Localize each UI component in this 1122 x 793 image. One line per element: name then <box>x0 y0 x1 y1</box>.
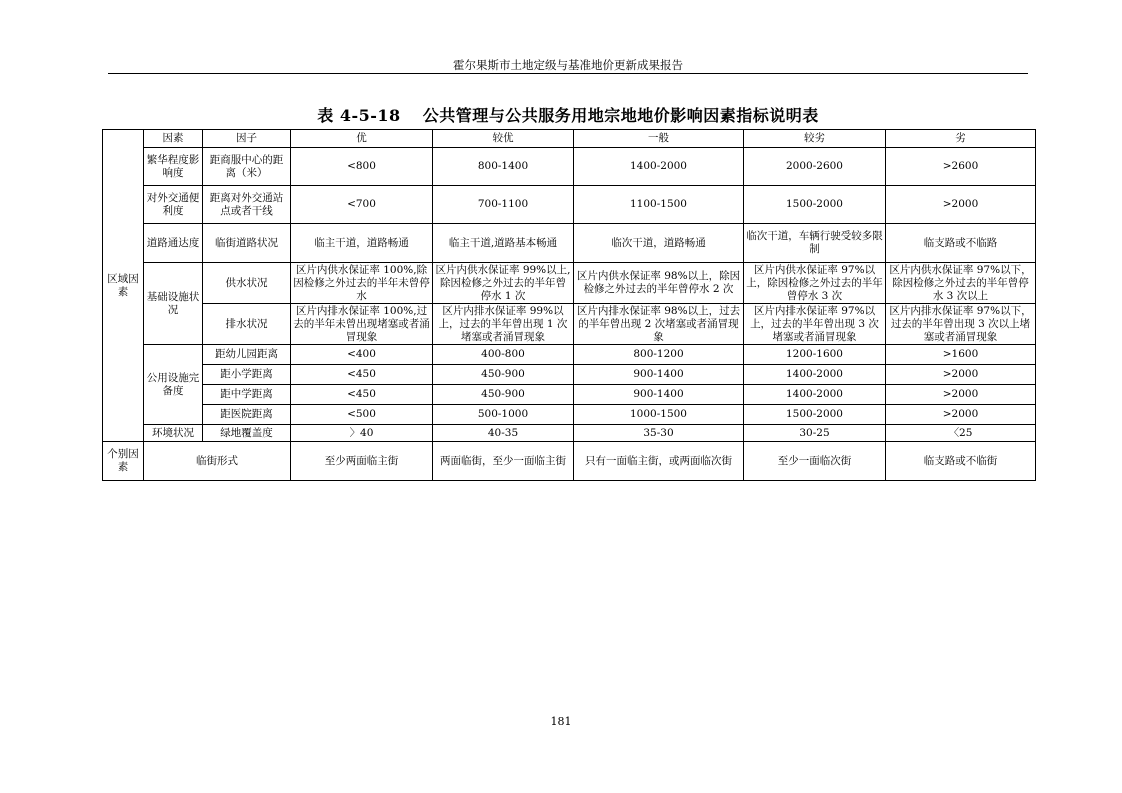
value-cell: 至少两面临主街 <box>291 442 433 481</box>
value-cell: 1000-1500 <box>574 405 744 425</box>
table-row <box>103 365 1036 385</box>
header-row <box>103 130 1036 148</box>
value-cell: 1400-2000 <box>744 385 886 405</box>
value-cell: <400 <box>291 345 433 365</box>
value-cell: <800 <box>291 148 433 186</box>
value-cell: 500-1000 <box>433 405 574 425</box>
header-level-excellent: 优 <box>291 130 433 148</box>
subfactor-cell: 距离对外交通站点或者干线 <box>203 186 291 224</box>
value-cell: 450-900 <box>433 365 574 385</box>
value-cell: 1400-2000 <box>574 148 744 186</box>
value-cell: 400-800 <box>433 345 574 365</box>
value-cell: 区片内供水保证率 97%以上，除因检修之外过去的半年曾停水 3 次 <box>744 263 886 304</box>
factor-cell: 繁华程度影响度 <box>144 148 203 186</box>
value-cell: 2000-2600 <box>744 148 886 186</box>
table-row <box>103 148 1036 186</box>
factor-cell: 环境状况 <box>144 425 203 442</box>
subfactor-cell: 距幼儿园距离 <box>203 345 291 365</box>
subfactor-cell: 距小学距离 <box>203 365 291 385</box>
value-cell: 区片内排水保证率 99%以上，过去的半年曾出现 1 次堵塞或者涌冒现象 <box>433 304 574 345</box>
header-rule <box>108 73 1028 74</box>
table-number: 表 4-5-18 <box>317 106 401 125</box>
subfactor-cell: 临街道路状况 <box>203 224 291 263</box>
header-subfactor: 因子 <box>203 130 291 148</box>
header-level-worst: 劣 <box>886 130 1036 148</box>
public-facilities-group-cell: 公用设施完备度 <box>144 345 203 425</box>
value-cell: 临主干道，道路畅通 <box>291 224 433 263</box>
value-cell: 35-30 <box>574 425 744 442</box>
factor-cell: 对外交通便利度 <box>144 186 203 224</box>
table-title <box>102 103 1034 126</box>
table-row <box>103 442 1036 481</box>
value-cell: 30-25 <box>744 425 886 442</box>
value-cell: >1600 <box>886 345 1036 365</box>
header-level-good: 较优 <box>433 130 574 148</box>
value-cell: 800-1200 <box>574 345 744 365</box>
table-row <box>103 304 1036 345</box>
subfactor-cell: 排水状况 <box>203 304 291 345</box>
value-cell: >2000 <box>886 365 1036 385</box>
value-cell: >2600 <box>886 148 1036 186</box>
subfactor-cell: 距中学距离 <box>203 385 291 405</box>
table-row <box>103 186 1036 224</box>
running-header: 霍尔果斯市土地定级与基准地价更新成果报告 <box>453 58 683 72</box>
value-cell: 临主干道,道路基本畅通 <box>433 224 574 263</box>
value-cell: 1100-1500 <box>574 186 744 224</box>
individual-factors-label: 个别因素 <box>103 442 144 481</box>
factor-cell: 道路通达度 <box>144 224 203 263</box>
value-cell: 区片内排水保证率 100%,过去的半年未曾出现堵塞或者涌冒现象 <box>291 304 433 345</box>
value-cell: 450-900 <box>433 385 574 405</box>
subfactor-cell: 距商服中心的距离（米） <box>203 148 291 186</box>
value-cell: >2000 <box>886 186 1036 224</box>
value-cell: 800-1400 <box>433 148 574 186</box>
value-cell: 临支路或不临路 <box>886 224 1036 263</box>
value-cell: 1500-2000 <box>744 405 886 425</box>
header-factor: 因素 <box>144 130 203 148</box>
regional-factors-label: 区域因素 <box>103 130 144 442</box>
table-row <box>103 224 1036 263</box>
value-cell: 区片内供水保证率 99%以上,除因检修之外过去的半年曾停水 1 次 <box>433 263 574 304</box>
value-cell: 〈25 <box>886 425 1036 442</box>
value-cell: <450 <box>291 385 433 405</box>
infrastructure-group-cell: 基础设施状况 <box>144 263 203 345</box>
table-row <box>103 345 1036 365</box>
value-cell: >2000 <box>886 385 1036 405</box>
subfactor-cell: 供水状况 <box>203 263 291 304</box>
value-cell: 临次干道，道路畅通 <box>574 224 744 263</box>
value-cell: 40-35 <box>433 425 574 442</box>
value-cell: 900-1400 <box>574 385 744 405</box>
value-cell: 1200-1600 <box>744 345 886 365</box>
value-cell: 1500-2000 <box>744 186 886 224</box>
value-cell: 区片内排水保证率 98%以上，过去的半年曾出现 2 次堵塞或者涌冒现象 <box>574 304 744 345</box>
subfactor-cell: 距医院距离 <box>203 405 291 425</box>
header-level-average: 一般 <box>574 130 744 148</box>
value-cell: 区片内排水保证率 97%以上，过去的半年曾出现 3 次堵塞或者涌冒现象 <box>744 304 886 345</box>
value-cell: 至少一面临次街 <box>744 442 886 481</box>
factor-table <box>102 129 1036 481</box>
factor-cell: 临街形式 <box>144 442 291 481</box>
value-cell: <700 <box>291 186 433 224</box>
value-cell: 〉40 <box>291 425 433 442</box>
table-row <box>103 425 1036 442</box>
value-cell: 区片内排水保证率 97%以下，过去的半年曾出现 3 次以上堵塞或者涌冒现象 <box>886 304 1036 345</box>
value-cell: <500 <box>291 405 433 425</box>
table-title-text: 公共管理与公共服务用地宗地地价影响因素指标说明表 <box>422 106 819 125</box>
table-row <box>103 405 1036 425</box>
value-cell: 区片内供水保证率 100%,除因检修之外过去的半年未曾停水 <box>291 263 433 304</box>
value-cell: 1400-2000 <box>744 365 886 385</box>
table-row <box>103 263 1036 304</box>
value-cell: 区片内供水保证率 97%以下，除因检修之外过去的半年曾停水 3 次以上 <box>886 263 1036 304</box>
table-row <box>103 385 1036 405</box>
value-cell: 900-1400 <box>574 365 744 385</box>
value-cell: 临次干道，车辆行驶受较多限制 <box>744 224 886 263</box>
value-cell: 临支路或不临街 <box>886 442 1036 481</box>
value-cell: 700-1100 <box>433 186 574 224</box>
value-cell: 区片内供水保证率 98%以上，除因检修之外过去的半年曾停水 2 次 <box>574 263 744 304</box>
value-cell: <450 <box>291 365 433 385</box>
subfactor-cell: 绿地覆盖度 <box>203 425 291 442</box>
value-cell: 两面临街，至少一面临主街 <box>433 442 574 481</box>
value-cell: >2000 <box>886 405 1036 425</box>
page-number: 181 <box>550 715 572 728</box>
value-cell: 只有一面临主街，或两面临次街 <box>574 442 744 481</box>
header-level-poor: 较劣 <box>744 130 886 148</box>
